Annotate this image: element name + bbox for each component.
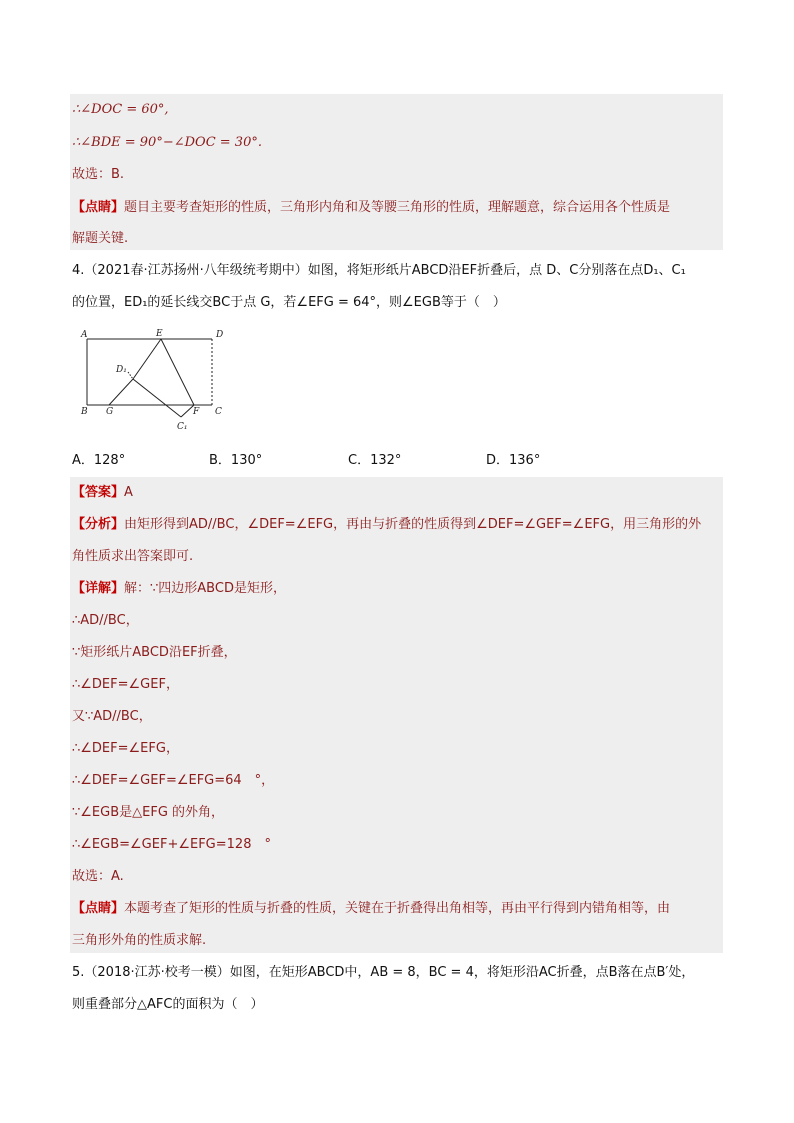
- label-G: G: [106, 407, 114, 417]
- detail-line: ∵矩形纸片ABCD沿EF折叠，: [72, 645, 237, 660]
- prev-solution-comment: [72, 199, 670, 217]
- label-B: B: [81, 407, 88, 417]
- prev-solution-line: ∴∠BDE = 90°−∠DOC = 30°.: [72, 135, 262, 150]
- label-E: E: [156, 329, 163, 339]
- detail-text: 解：∵四边形ABCD是矩形，: [124, 581, 286, 596]
- analysis-text: 由矩形得到AD//BC，∠DEF=∠EFG，再由与折叠的性质得到∠DEF=∠GEF=∠EFG，用三角形的外: [124, 517, 702, 532]
- label-C1: C₁: [177, 422, 188, 432]
- detail-tag: 【详解】: [72, 581, 125, 596]
- option-a: A．128°: [72, 453, 126, 468]
- label-F: F: [193, 407, 200, 417]
- analysis-tag: 【分析】: [72, 517, 125, 532]
- detail-line: ∴∠DEF=∠GEF，: [72, 677, 179, 692]
- detail-line: 又∵AD//BC，: [72, 709, 152, 724]
- question-5-stem: 5.（2018·江苏·校考一模）如图，在矩形ABCD中，AB = 8，BC = 4，将矩形沿AC折叠，点B落在点B′处，: [72, 965, 695, 980]
- analysis-line: [72, 516, 701, 534]
- label-A: A: [81, 330, 88, 340]
- detail-line: ∴AD//BC，: [72, 613, 139, 628]
- label-C: C: [215, 407, 222, 417]
- answer-tag: 【答案】: [72, 485, 125, 500]
- question-4-stem: 4.（2021春·江苏扬州·八年级统考期中）如图，将矩形纸片ABCD沿EF折叠后，点 D、C分别落在点D₁、C₁: [72, 263, 686, 278]
- analysis-line-cont: 角性质求出答案即可.: [72, 549, 194, 564]
- question-5-stem-cont: 则重叠部分△AFC的面积为（ ）: [72, 997, 264, 1012]
- answer-line: [72, 484, 133, 502]
- comment-text: 本题考查了矩形的性质与折叠的性质，关键在于折叠得出角相等，再由平行得到内错角相等，由: [124, 901, 671, 916]
- option-d: D．136°: [486, 453, 541, 468]
- detail-line: ∴∠DEF=∠EFG，: [72, 741, 179, 756]
- q4-choice: 故选：A.: [72, 869, 124, 884]
- detail-line: [72, 580, 286, 598]
- label-D: D: [216, 330, 224, 340]
- comment-tag: 【点睛】: [72, 200, 125, 215]
- question-4-stem-cont: 的位置，ED₁的延长线交BC于点 G，若∠EFG = 64°，则∠EGB等于（ ）: [72, 295, 506, 310]
- detail-line: ∵∠EGB是△EFG 的外角，: [72, 805, 225, 820]
- q4-comment: [72, 900, 670, 918]
- option-c: C．132°: [348, 453, 402, 468]
- prev-solution-comment-cont: 解题关键.: [72, 231, 129, 246]
- prev-solution-choice: 故选：B.: [72, 167, 125, 182]
- option-b: B．130°: [209, 453, 263, 468]
- q4-comment-cont: 三角形外角的性质求解.: [72, 933, 207, 948]
- fold-figure: [78, 326, 238, 436]
- detail-line: ∴∠EGB=∠GEF+∠EFG=128 °: [72, 837, 271, 852]
- prev-solution-line: ∴∠DOC = 60°,: [72, 102, 169, 117]
- answer-value: A: [124, 485, 133, 500]
- label-D1: D₁: [116, 365, 127, 375]
- detail-line: ∴∠DEF=∠GEF=∠EFG=64 °，: [72, 773, 275, 788]
- comment-text: 题目主要考查矩形的性质，三角形内角和及等腰三角形的性质，理解题意，综合运用各个性质是: [124, 200, 671, 215]
- comment-tag: 【点睛】: [72, 901, 125, 916]
